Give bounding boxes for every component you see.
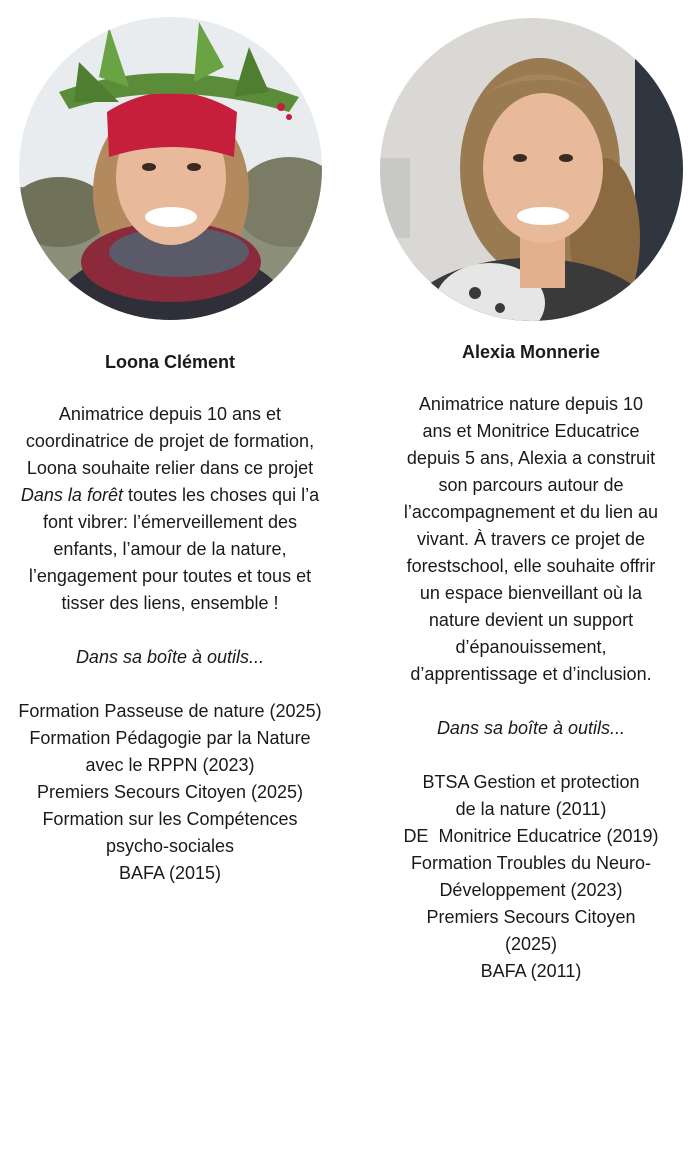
toolbox-item: Premiers Secours Citoyen (2025) — [36, 782, 304, 802]
bio-line: enfants, l’amour de la nature, — [53, 539, 287, 559]
toolbox-heading: Dans sa boîte à outils... — [75, 647, 265, 667]
toolbox-item: de la nature (2011) — [455, 799, 607, 819]
bio-line: tisser des liens, ensemble ! — [61, 593, 279, 613]
toolbox-item: avec le RPPN (2023) — [85, 755, 255, 775]
bio-line: Animatrice nature depuis 10 — [418, 394, 644, 414]
toolbox-item: Formation Pédagogie par la Nature — [29, 728, 311, 748]
bio-line: forestschool, elle souhaite offrir — [406, 556, 656, 576]
bio-line: nature devient un support — [428, 610, 634, 630]
bio-line: d’apprentissage et d’inclusion. — [410, 664, 652, 684]
bio-line: d’épanouissement, — [455, 637, 607, 657]
toolbox-item: BAFA (2011) — [480, 961, 582, 981]
toolbox-heading: Dans sa boîte à outils... — [436, 718, 626, 738]
bio-line: Loona souhaite relier dans ce projet — [26, 458, 314, 478]
bio-line: un espace bienveillant où la — [419, 583, 643, 603]
toolbox-item: DE Monitrice Educatrice (2019) — [403, 826, 659, 846]
bio-line: depuis 5 ans, Alexia a construit — [406, 448, 656, 468]
portrait-photo-icon — [19, 17, 322, 320]
bio-line: ans et Monitrice Educatrice — [422, 421, 640, 441]
bio-line: l’engagement pour toutes et tous et — [28, 566, 312, 586]
bio-line — [0, 482, 340, 509]
profile-bio — [0, 401, 340, 887]
toolbox-item: BTSA Gestion et protection — [422, 772, 640, 792]
profile-name: Alexia Monnerie — [461, 342, 601, 362]
toolbox-item: Premiers Secours Citoyen — [426, 907, 636, 927]
profile-name: Loona Clément — [104, 352, 235, 372]
bio-line-rest: toutes les choses qui l’a — [122, 485, 320, 505]
toolbox-item: Formation Passeuse de nature (2025) — [18, 701, 322, 721]
bio-line: Animatrice depuis 10 ans et — [58, 404, 282, 424]
bio-line: coordinatrice de projet de formation, — [25, 431, 315, 451]
toolbox-item: BAFA (2015) — [118, 863, 222, 883]
toolbox-item: Formation sur les Compétences — [42, 809, 298, 829]
profile-bio — [380, 391, 682, 985]
toolbox-item: Formation Troubles du Neuro- — [410, 853, 652, 873]
bio-line: font vibrer: l’émerveillement des — [42, 512, 298, 532]
bio-line: vivant. À travers ce projet de — [416, 529, 646, 549]
portrait-photo-icon — [380, 18, 683, 321]
toolbox-item: psycho-sociales — [105, 836, 235, 856]
bio-italic-title: Dans la forêt — [20, 485, 123, 505]
bio-line: l’accompagnement et du lien au — [403, 502, 659, 522]
toolbox-item: (2025) — [504, 934, 558, 954]
bio-line: son parcours autour de — [438, 475, 624, 495]
toolbox-item: Développement (2023) — [439, 880, 623, 900]
